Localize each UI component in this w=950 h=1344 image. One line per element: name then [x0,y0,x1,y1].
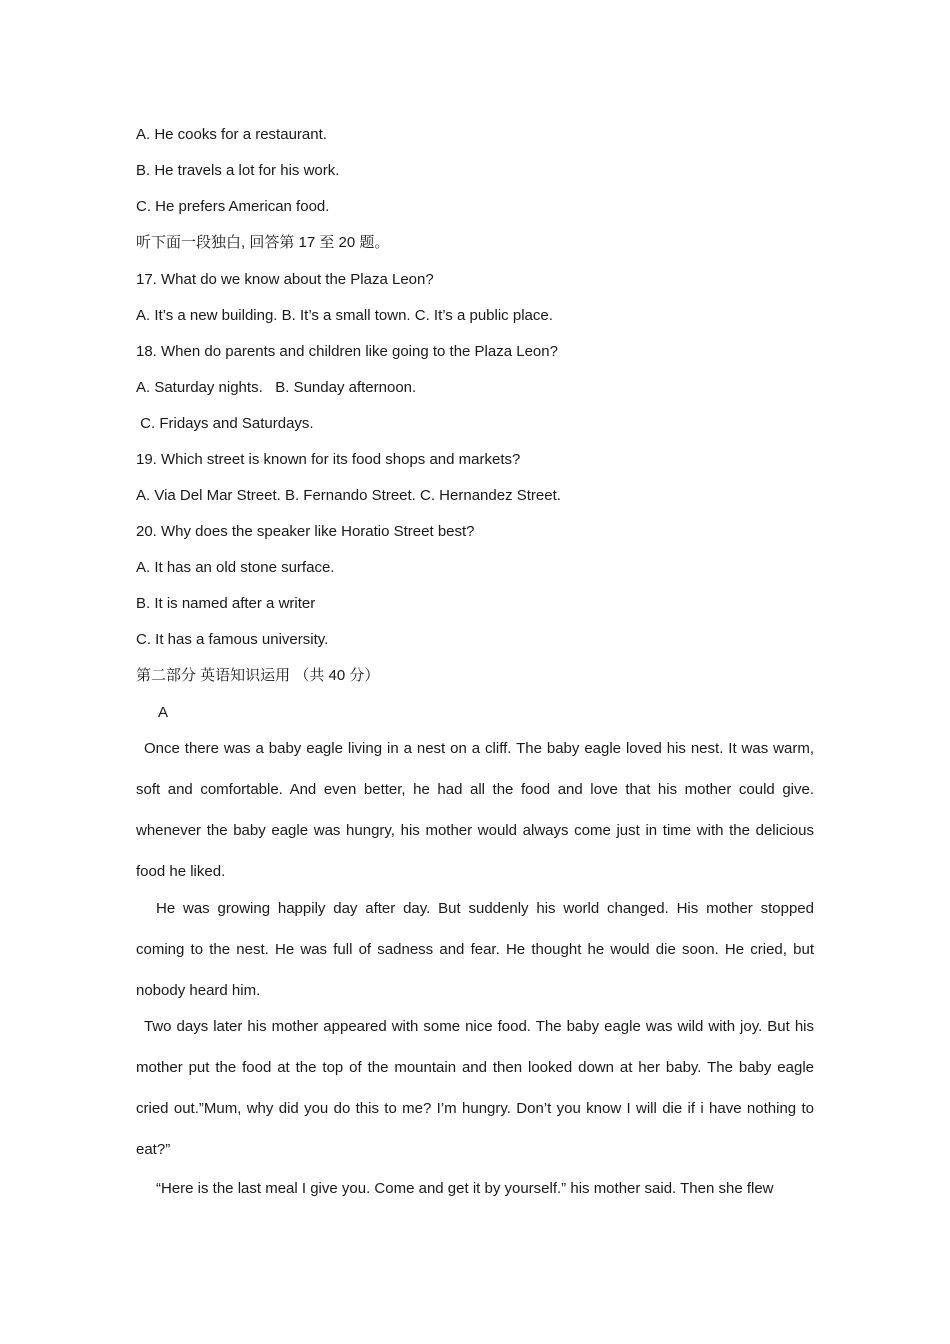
question-19: 19. Which street is known for its food shops and markets? [136,451,521,468]
section-instruction: 听下面一段独白, 回答第 17 至 20 题。 [136,234,390,251]
question-17: 17. What do we know about the Plaza Leon? [136,271,434,288]
option-line: C. He prefers American food. [136,198,330,215]
passage-label: A [158,704,169,721]
question-20: 20. Why does the speaker like Horatio Street best? [136,523,475,540]
option-line: C. It has a famous university. [136,631,329,648]
option-line: B. He travels a lot for his work. [136,162,340,179]
question-18: 18. When do parents and children like going to the Plaza Leon? [136,343,558,360]
passage-paragraph: Once there was a baby eagle living in a nest on a cliff. The baby eagle loved his nest. It was warm, soft and comfortable. And even better, he had all the food and love that his mother could give. whenever the baby eagle was hungry, his mother would always come just in time with the delicious food he liked. [136,740,814,880]
passage-paragraph: Two days later his mother appeared with some nice food. The baby eagle was wild with joy. But his mother put the food at the top of the mountain and then looked down at her baby. The baby eagle cried out.”Mum, why did you do this to me? I’m hungry. Don’t you know I will die if i have nothing to eat?” [136,1018,814,1158]
question-19-options: A. Via Del Mar Street. B. Fernando Street. C. Hernandez Street. [136,487,561,504]
question-18-options: A. Saturday nights. B. Sunday afternoon. [136,379,417,396]
option-line: A. He cooks for a restaurant. [136,126,327,143]
option-line: B. It is named after a writer [136,595,316,612]
passage-paragraph: “Here is the last meal I give you. Come and get it by yourself.” his mother said. Then she flew [156,1180,774,1197]
option-line: A. It has an old stone surface. [136,559,335,576]
part-heading: 第二部分 英语知识运用 （共 40 分） [136,667,380,684]
passage-paragraph: He was growing happily day after day. But suddenly his world changed. His mother stopped coming to the nest. He was full of sadness and fear. He thought he would die soon. He cried, but nobody heard him. [136,900,814,999]
question-18-option-c: C. Fridays and Saturdays. [136,415,314,432]
question-17-options: A. It’s a new building. B. It’s a small town. C. It’s a public place. [136,307,553,324]
